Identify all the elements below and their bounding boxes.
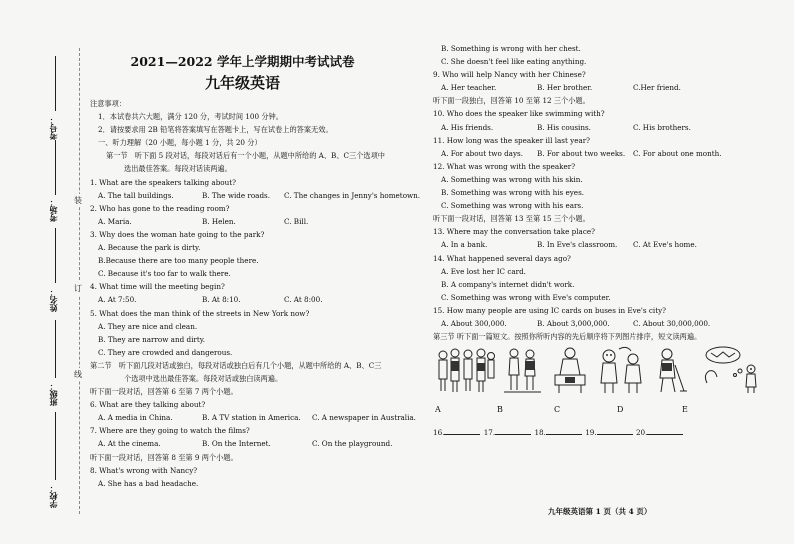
options-row bbox=[90, 215, 425, 228]
options-row bbox=[90, 293, 425, 306]
options-row bbox=[90, 411, 425, 424]
option: C.Her friend. bbox=[633, 83, 681, 93]
left-column bbox=[90, 48, 425, 490]
exam-subject: 九年级英语 bbox=[204, 74, 280, 92]
question: 7. Where are they going to watch the films? bbox=[90, 426, 250, 436]
listening-intro: 听下面一段对话，回答第 6 至第 7 两个小题。 bbox=[90, 387, 238, 397]
question: 8. What's wrong with Nancy? bbox=[90, 465, 198, 475]
option: B. They are narrow and dirty. bbox=[98, 334, 206, 344]
option: A. The tall buildings. bbox=[98, 190, 174, 200]
option: A. Maria. bbox=[98, 216, 132, 226]
picture-letter: A bbox=[435, 405, 441, 415]
picture-strip bbox=[433, 345, 791, 400]
section1-instruction: 选出最佳答案。每段对话读两遍。 bbox=[124, 164, 232, 174]
picture-letter: D bbox=[617, 405, 624, 415]
answer-blank[interactable] bbox=[597, 434, 633, 435]
seal-char-zhuang: 装 bbox=[74, 196, 82, 205]
option: C. Something was wrong with Eve's computer. bbox=[441, 292, 611, 302]
label-name: 姓名： bbox=[49, 288, 58, 312]
question: 14. What happened several days ago? bbox=[433, 253, 571, 263]
option: C. At Eve's home. bbox=[633, 240, 697, 250]
options-row bbox=[433, 81, 791, 94]
section1-instruction: 第一节 听下面 5 段对话，每段对话后有一个小题，从题中所给的 A、B、C三个选项中 bbox=[106, 151, 385, 161]
option: B.Because there are too many people there. bbox=[98, 256, 259, 266]
notice-item: 2．请按要求用 2B 铅笔将答案填写在答题卡上，写在试卷上的答案无效。 bbox=[98, 125, 333, 135]
option: A. A media in China. bbox=[98, 413, 173, 423]
picture-letter: C bbox=[554, 405, 561, 415]
label-class: 班级： bbox=[49, 382, 58, 406]
picture-e-sweeping-illustration bbox=[650, 345, 688, 395]
answer-blank[interactable] bbox=[647, 434, 683, 435]
option: A. For about two days. bbox=[441, 148, 523, 158]
exam-title: 2021—2022 学年上学期期中考试试卷 bbox=[130, 54, 355, 69]
right-column bbox=[433, 42, 791, 437]
option: B. Something was wrong with his eyes. bbox=[441, 188, 585, 198]
option: B. The wide roads. bbox=[202, 190, 271, 200]
question: 11. How long was the speaker ill last year? bbox=[433, 135, 591, 145]
option: B. In Eve's classroom. bbox=[537, 240, 618, 250]
question: 1. What are the speakers talking about? bbox=[90, 177, 237, 187]
option: A. His friends. bbox=[441, 122, 494, 132]
option: A. In a bank. bbox=[441, 240, 488, 250]
blank-number: 19. bbox=[585, 428, 597, 438]
options-row bbox=[90, 189, 425, 202]
option: B. On the Internet. bbox=[202, 439, 271, 449]
option: B. A TV station in America. bbox=[202, 413, 301, 423]
option: C. Bill. bbox=[284, 216, 309, 226]
school-blank bbox=[55, 412, 56, 480]
question: 2. Who has gone to the reading room? bbox=[90, 203, 230, 213]
question: 10. Who does the speaker like swimming with? bbox=[433, 109, 605, 119]
options-row bbox=[433, 238, 791, 251]
option: A. They are nice and clean. bbox=[98, 321, 198, 331]
picture-a-crowd-illustration bbox=[435, 345, 497, 395]
option: C. Because it's too far to walk there. bbox=[98, 269, 231, 279]
option: B. About 3,000,000. bbox=[537, 318, 610, 328]
exam-room-blank bbox=[55, 140, 56, 195]
listening-intro: 听下面一段对话，回答第 13 至第 15 三个小题。 bbox=[433, 214, 590, 224]
label-exam-room: 考场： bbox=[49, 198, 58, 222]
option: B. Helen. bbox=[202, 216, 236, 226]
option: C. His brothers. bbox=[633, 122, 691, 132]
question: 12. What was wrong with the speaker? bbox=[433, 161, 576, 171]
option: A. Her teacher. bbox=[441, 83, 497, 93]
option: C. For about one month. bbox=[633, 148, 722, 158]
option: B. Something is wrong with her chest. bbox=[441, 44, 581, 53]
answer-blanks-row bbox=[433, 428, 791, 437]
picture-c-computer-illustration bbox=[549, 345, 591, 395]
option: A. Something was wrong with his skin. bbox=[441, 174, 583, 184]
option: C. A newspaper in Australia. bbox=[312, 413, 416, 423]
exam-number-blank bbox=[55, 56, 56, 111]
option: A. She has a bad headache. bbox=[98, 478, 199, 488]
picture-letter: E bbox=[682, 405, 688, 415]
option: A. At 7:50. bbox=[98, 295, 137, 305]
notice-item: 1．本试卷共六大题，满分 120 分，考试时间 100 分钟。 bbox=[98, 112, 283, 122]
picture-b-bus-stop-illustration bbox=[501, 345, 543, 395]
option: B. Her brother. bbox=[537, 83, 593, 93]
listening-intro: 听下面一段对话，回答第 8 至第 9 两个小题。 bbox=[90, 452, 238, 462]
name-blank bbox=[55, 228, 56, 283]
page-footer: 九年级英语第 1 页（共 4 页） bbox=[548, 507, 652, 516]
section2-instruction: 第二节 听下面几段对话或独白，每段对话或独白后有几个小题，从题中所给的 A、B、C三 bbox=[90, 360, 382, 370]
option: A. At the cinema. bbox=[98, 439, 161, 449]
seal-char-ding: 订 bbox=[74, 284, 82, 293]
option: C. About 30,000,000. bbox=[633, 318, 711, 328]
section2-instruction: 个选项中选出最佳答案。每段对话或独白读两遍。 bbox=[124, 373, 283, 383]
blank-number: 20. bbox=[635, 428, 648, 438]
question: 5. What does the man think of the streets in New York now? bbox=[90, 308, 310, 318]
section3-instruction: 第三节 听下面一篇短文。按照你所听内容的先后顺序将下列图片排序，短文读两遍。 bbox=[433, 332, 702, 342]
picture-letter: B bbox=[497, 405, 503, 415]
option: A. Because the park is dirty. bbox=[98, 243, 201, 253]
label-school: 学校： bbox=[49, 484, 58, 508]
answer-blank[interactable] bbox=[495, 434, 531, 435]
blank-number: 18. bbox=[534, 428, 546, 438]
option: C. Something was wrong with his ears. bbox=[441, 201, 584, 211]
option: B. A company's internet didn't work. bbox=[441, 279, 575, 289]
option: B. For about two weeks. bbox=[537, 148, 626, 158]
question: 9. Who will help Nancy with her Chinese? bbox=[433, 70, 586, 80]
picture-d-conversation-illustration bbox=[597, 345, 647, 395]
part1-heading: 一、听力理解（20 小题，每小题 1 分，共 20 分） bbox=[98, 138, 262, 148]
options-row bbox=[433, 147, 791, 160]
seal-char-xian: 线 bbox=[74, 370, 82, 379]
answer-blank[interactable] bbox=[444, 434, 480, 435]
question: 6. What are they talking about? bbox=[90, 400, 206, 410]
blank-number: 16. bbox=[433, 428, 445, 438]
options-row bbox=[433, 121, 791, 134]
option: C. At 8:00. bbox=[284, 295, 323, 305]
question: 4. What time will the meeting begin? bbox=[90, 282, 225, 292]
class-blank bbox=[55, 320, 56, 378]
picture-letters bbox=[433, 405, 791, 414]
option: C. They are crowded and dangerous. bbox=[98, 347, 233, 357]
option: A. About 300,000. bbox=[441, 318, 507, 328]
question: 13. Where may the conversation take place? bbox=[433, 227, 595, 237]
option: C. On the playground. bbox=[312, 439, 393, 449]
options-row bbox=[433, 317, 791, 330]
option: B. His cousins. bbox=[537, 122, 591, 132]
question: 3. Why does the woman hate going to the park? bbox=[90, 229, 265, 239]
listening-intro: 听下面一段独白，回答第 10 至第 12 三个小题。 bbox=[433, 96, 590, 106]
options-row bbox=[90, 437, 425, 450]
picture-f-thinking-illustration bbox=[695, 345, 765, 395]
notice-heading: 注意事项： bbox=[90, 99, 126, 108]
option: C. The changes in Jenny's hometown. bbox=[284, 190, 421, 200]
blank-number: 17. bbox=[483, 428, 496, 438]
option: B. At 8:10. bbox=[202, 295, 241, 305]
option: C. She doesn't feel like eating anything. bbox=[441, 57, 587, 67]
question: 15. How many people are using IC cards on buses in Eve's city? bbox=[433, 305, 667, 315]
answer-blank[interactable] bbox=[546, 434, 582, 435]
label-exam-number: 考号： bbox=[49, 116, 58, 140]
option: A. Eve lost her IC card. bbox=[441, 266, 526, 276]
binding-line bbox=[79, 48, 80, 514]
